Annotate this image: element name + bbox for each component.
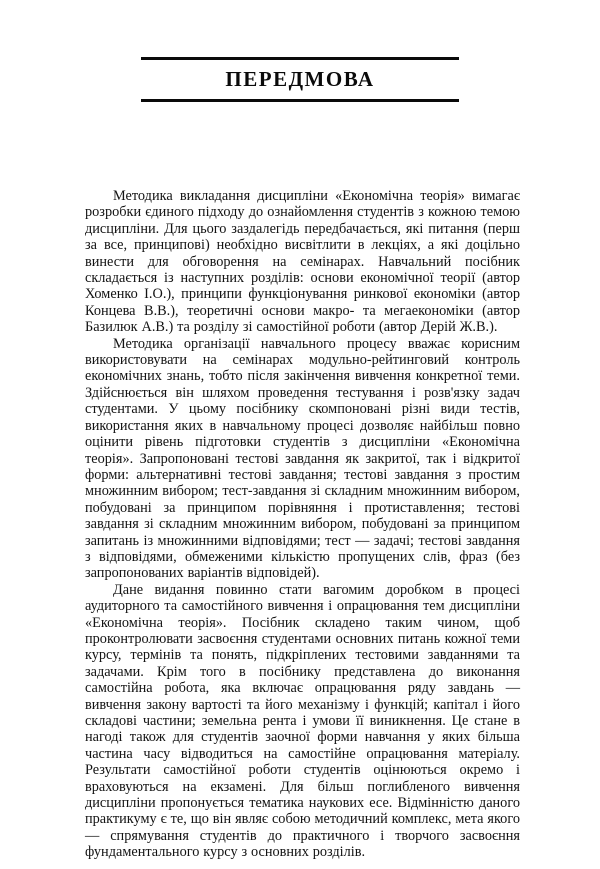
title-rule-top [141, 57, 459, 60]
page-title: ПЕРЕДМОВА [225, 67, 375, 91]
title-rule-bottom [141, 99, 459, 102]
paragraph: Дане видання повинно стати вагомим доробком в процесі аудиторного та самостійного вивчення і опрацювання тем дисципліни «Економічна теорія». Посібник складено таким чином, щоб проконтролювати засвоєння студентами основних питань кожної теми курсу, термінів та понять, підкріплених тестовими завданнями та задачами. Крім того в посібнику представлена до виконання самостійна робота, яка включає опрацювання ряду завдань — вивчення закону вартості та його механізму і функцій; капітал і його складові частини; земельна рента і умови її виникнення. Це стане в нагоді також для студентів заочної форми навчання у яких більша частина часу відводиться на самостійне опрацювання матеріалу. Результати самостійної роботи студентів оцінюються окремо і враховуються на екзамені. Для більш поглибленого вивчення дисципліни пропонується тематика наукових есе. Відмінністю даного практикуму є те, що він являє собою методичний комплекс, мета якого — спрямування студентів до практичного і творчого засвоєння фундаментального курсу з основних розділів. [85, 581, 520, 861]
paragraph: Методика організації навчального процесу вважає корисним використовувати на семінарах модульно-рейтинговий контроль економічних знань, тобто після закінчення вивчення конкретної теми. Здійснюється він шляхом проведення тестування і розв'язку задач студентами. У цьому посібнику скомпоновані різні види тестів, використання яких в навчальному процесі дозволяє найбільш повно оцінити рівень підготовки студентів з дисципліни «Економічна теорія». Запропоновані тестові завдання як закритої, так і відкритої форми: альтернативні тестові завдання; тестові завдання з простим множинним вибором; тест-завдання зі складним множинним вибором, побудовані за принципом порівняння і протиставлення; тестові завдання зі складним множинним вибором, побудовані за принципом запитань із множинними відповідями; тест — задачі; тестові завдання з відповідями, обмеженими кількістю пропущених слів, фраз (без запропонованих варіантів відповідей). [85, 335, 520, 582]
document-body [85, 188, 520, 861]
paragraph: Методика викладання дисципліни «Економічна теорія» вимагає розробки єдиного підходу до ознайомлення студентів з кожною темою дисципліни. Для цього заздалегідь передбачається, які питання (перш за все, принципові) необхідно висвітлити в лекціях, а які доцільно винести для обговорення на семінарах. Навчальний посібник складається із наступних розділів: основи економічної теорії (автор Хоменко І.О.), принципи функціонування ринкової економіки (автор Концева В.В.), теоретичні основи макро- та мегаекономіки (автор Базилюк А.В.) та розділу зі самостійної роботи (автор Дерій Ж.В.). [85, 188, 520, 336]
title-block [141, 0, 459, 102]
